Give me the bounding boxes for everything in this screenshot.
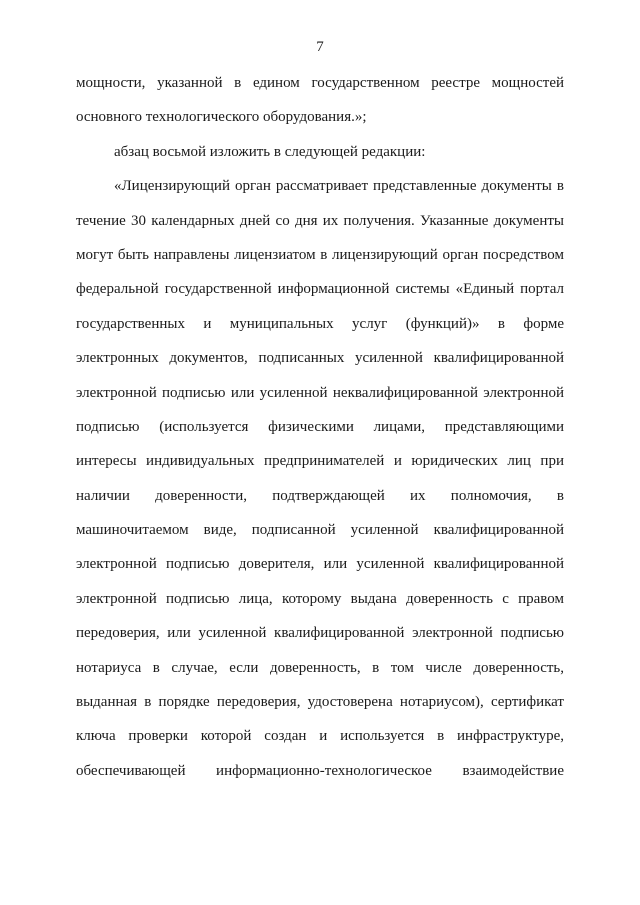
text-line: ключа проверки которой создан и используется в инфраструктуре, — [76, 728, 564, 745]
document-body — [76, 73, 564, 795]
text-line: электронной подписью или усиленной неквалифицированной электронной — [76, 384, 564, 401]
text-line: выданная в порядке передоверия, удостоверена нотариусом), сертификат — [76, 694, 564, 711]
page-number: 7 — [316, 39, 324, 55]
text-line: могут быть направлены лицензиатом в лицензирующий орган посредством — [76, 246, 564, 263]
paragraph-first-line: «Лицензирующий орган рассматривает представленные документы в — [114, 178, 564, 195]
text-line: государственных и муниципальных услуг (функций)» в форме — [76, 315, 564, 332]
text-line: машиночитаемом виде, подписанной усиленной квалифицированной — [76, 522, 564, 539]
paragraph-first-line: абзац восьмой изложить в следующей редакции: — [114, 143, 426, 160]
text-line: электронной подписью доверителя, или усиленной квалифицированной — [76, 556, 564, 573]
text-line: основного технологического оборудования.»; — [76, 109, 367, 126]
text-line: подписью (используется физическими лицами, представляющими — [76, 418, 564, 435]
text-line: передоверия, или усиленной квалифицированной электронной подписью — [76, 625, 564, 642]
text-line: электронной подписью лица, которому выдана доверенность с правом — [76, 590, 564, 607]
text-line: мощности, указанной в едином государственном реестре мощностей — [76, 75, 564, 91]
text-line: федеральной государственной информационной системы «Единый портал — [76, 281, 564, 298]
text-line: наличии доверенности, подтверждающей их полномочия, в — [76, 487, 564, 504]
text-line: течение 30 календарных дней со дня их получения. Указанные документы — [76, 212, 564, 229]
text-line: обеспечивающей информационно-технологическое взаимодействие — [76, 762, 564, 779]
text-line: нотариуса в случае, если доверенность, в том числе доверенность, — [76, 659, 564, 676]
text-line: интересы индивидуальных предпринимателей и юридических лиц при — [76, 453, 564, 470]
text-line: электронных документов, подписанных усиленной квалифицированной — [76, 350, 564, 367]
